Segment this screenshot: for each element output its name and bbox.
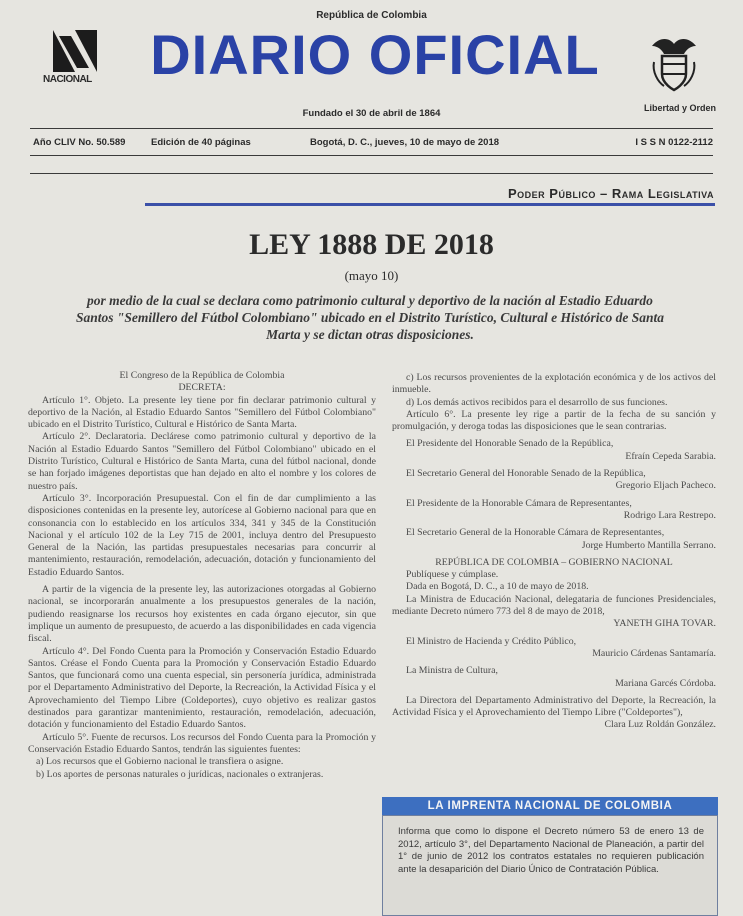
government-line: REPÚBLICA DE COLOMBIA – GOBIERNO NACIONAL bbox=[435, 556, 673, 568]
senate-secretary-title: El Secretario General del Honorable Senado de la República, bbox=[406, 468, 646, 480]
shield-motto: Libertad y Orden bbox=[643, 103, 716, 113]
law-title: LEY 1888 DE 2018 bbox=[249, 228, 494, 261]
article-2: Artículo 2°. Declaratoria. Declárese como patrimonio cultural y deportivo de la Nación al Estadio Eduardo Santos "Semillero del Fútbol Colombiano" ubicado en el Distrito Turístico, Cultural e Histórico de Santa Marta, cuna del fútbol nacional, donde se han forjado imágenes deportistas que han dejado en alto el nombre y los colores de nuestro país. bbox=[28, 431, 376, 492]
edition-row bbox=[33, 137, 713, 151]
masthead-title: DIARIO OFICIAL bbox=[150, 23, 600, 86]
finance-minister-title: El Ministro de Hacienda y Crédito Público, bbox=[406, 635, 577, 647]
article-3-paragraph: A partir de la vigencia de la presente ley, las autorizaciones otorgadas al Gobierno nacional, se incorporarán anualmente a los presupuestos generales de la nación, pudiendo reasignarse los recursos hoy existentes en cada órgano ejecutor, sin que implique un aumento de presupuesto, de acuerdo a las disponibilidades en cada vigencia fiscal. bbox=[28, 584, 376, 645]
house-president-name: Rodrigo Lara Restrepo. bbox=[623, 509, 716, 521]
senate-president-name: Efraín Cepeda Sarabia. bbox=[625, 450, 716, 462]
house-secretary-name: Jorge Humberto Mantilla Serrano. bbox=[581, 539, 716, 551]
given-line: Dada en Bogotá, D. C., a 10 de mayo de 2018. bbox=[406, 581, 589, 593]
year-number: Año CLIV No. 50.589 bbox=[33, 137, 126, 148]
article-5: Artículo 5°. Fuente de recursos. Los recursos del Fondo Cuenta para la Promoción y Conservación Estadio Eduardo Santos, tendrán las siguientes fuentes: bbox=[28, 731, 376, 755]
header-rule-top bbox=[30, 128, 713, 129]
issn: I S S N 0122-2112 bbox=[635, 137, 713, 148]
director-name: Clara Luz Roldán González. bbox=[604, 719, 716, 731]
section-rule bbox=[145, 203, 715, 206]
literal-d: d) Los demás activos recibidos para el desarrollo de sus funciones. bbox=[406, 396, 668, 408]
header-rule-bottom bbox=[30, 173, 713, 174]
left-column bbox=[28, 370, 376, 781]
education-minister-name: YANETH GIHA TOVAR. bbox=[613, 618, 716, 630]
congress-line: El Congreso de la República de Colombia bbox=[119, 370, 285, 381]
publish-line: Publíquese y cúmplase. bbox=[406, 569, 499, 581]
literal-b: b) Los aportes de personas naturales o jurídicas, nacionales o extranjeras. bbox=[36, 768, 324, 780]
decreta-line: DECRETA: bbox=[178, 382, 226, 394]
culture-minister-name: Mariana Garcés Córdoba. bbox=[615, 677, 716, 689]
place-date: Bogotá, D. C., jueves, 10 de mayo de 2018 bbox=[310, 137, 500, 148]
literal-a: a) Los recursos que el Gobierno nacional le transfiera o asigne. bbox=[36, 756, 284, 768]
house-president-title: El Presidente de la Honorable Cámara de Representantes, bbox=[406, 497, 632, 509]
law-date: (mayo 10) bbox=[344, 268, 399, 283]
senate-secretary-name: Gregorio Eljach Pacheco. bbox=[615, 480, 716, 492]
header-rule-mid bbox=[30, 155, 713, 156]
senate-president-title: El Presidente del Honorable Senado de la República, bbox=[406, 438, 614, 450]
imprenta-notice-text: Informa que como lo dispone el Decreto número 53 de enero 13 de 2012, artículo 3°, del Departamento Nacional de Planeación, a partir del 1° de junio de 2012 los contratos estatales no requieren publicación ante la desaparición del Diario Único de Contratación Pública. bbox=[398, 826, 704, 875]
article-6: Artículo 6°. La presente ley rige a partir de la fecha de su sanción y promulgación, y deroga todas las disposiciones que le sean contrarias. bbox=[392, 408, 716, 433]
pages-count: Edición de 40 páginas bbox=[151, 137, 251, 148]
culture-minister-title: La Ministra de Cultura, bbox=[406, 665, 498, 677]
education-minister-title: La Ministra de Educación Nacional, delegataria de funciones Presidenciales, mediante Decreto número 773 del 8 de mayo de 2018, bbox=[392, 593, 716, 618]
article-3: Artículo 3°. Incorporación Presupuestal. Con el fin de dar cumplimiento a las disposiciones contenidas en la presente ley, autorícese al Gobierno nacional para que en consonancia con lo establecido en los artículos 334, 341 y 345 de la Constitución Nacional y el artículo 102 de la Ley 715 de 2001, incluya dentro del Presupuesto General de la Nación, las partidas presupuestales necesarias para concurrir al mantenimiento, restauración, remodelación, adecuación, dotación y funcionamiento del Estadio Eduardo Santos. bbox=[28, 492, 376, 578]
director-title: La Directora del Departamento Administrativo del Deporte, la Recreación, la Actividad Física y el Aprovechamiento del Tiempo Libre ("Coldeportes"), bbox=[392, 694, 716, 719]
founded-label: Fundado el 30 de abril de 1864 bbox=[302, 108, 441, 119]
logo-label: NACIONAL bbox=[43, 74, 92, 85]
section-title: Poder Público – Rama Legislativa bbox=[507, 186, 714, 201]
coat-of-arms-icon bbox=[642, 32, 706, 96]
imprenta-title: LA IMPRENTA NACIONAL DE COLOMBIA bbox=[382, 797, 718, 815]
law-subject: por medio de la cual se declara como patrimonio cultural y deportivo de la nación al Estadio Eduardo Santos "Semillero del Fútbol Colombiano" ubicado en el Distrito Turístico, Cultural e Histórico de Santa Marta y se dictan otras disposiciones. bbox=[76, 293, 664, 342]
right-column bbox=[392, 372, 716, 732]
article-1: Artículo 1°. Objeto. La presente ley tiene por fin declarar patrimonio cultural y deportivo de la Nación, al Estadio Eduardo Santos "Semillero del Fútbol Colombiano" ubicado en el Distrito Turístico, Cultural e Histórico de Santa Marta. bbox=[28, 394, 376, 431]
house-secretary-title: El Secretario General de la Honorable Cámara de Representantes, bbox=[406, 527, 665, 539]
republic-label: República de Colombia bbox=[316, 10, 427, 21]
finance-minister-name: Mauricio Cárdenas Santamaría. bbox=[592, 647, 716, 659]
article-4: Artículo 4°. Del Fondo Cuenta para la Promoción y Conservación Estadio Eduardo Santos. Créase el Fondo Cuenta para la Promoción y Conservación Estadio Eduardo Santos, que funcionará como una cuenta especial, sin personería jurídica, administrada por el Departamento Administrativo del Deporte, la Recreación, la Actividad Física y el Aprovechamiento del Tiempo Libre (Coldeportes), cuyo objetivo es realizar gastos destinados para garantizar mantenimiento, restauración, remodelación, adecuación, dotación y funcionamiento del Estadio Eduardo Santos. bbox=[28, 645, 376, 731]
literal-c: c) Los recursos provenientes de la explotación económica y de los activos del inmueble. bbox=[392, 372, 716, 396]
